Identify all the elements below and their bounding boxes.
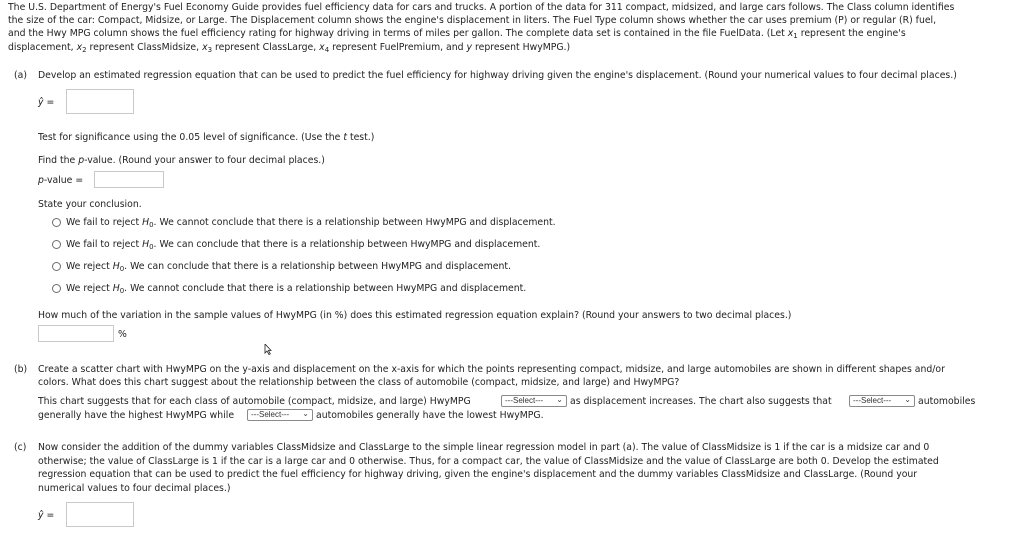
part-b-sentence-3: automobiles	[918, 396, 976, 407]
chevron-down-icon: ⌄	[904, 395, 911, 404]
intro-line-4: displacement, $x_2$ represent ClassMidsize, $x_3$ represent ClassLarge, $x_4$ represent FuelPremium, and y represent HwyMPG.)	[8, 42, 571, 54]
chevron-down-icon: ⌄	[302, 409, 309, 418]
part-b-label: (b)	[14, 364, 28, 375]
conclusion-radio-1[interactable]	[52, 218, 61, 227]
conclusion-label: State your conclusion.	[38, 199, 142, 210]
conclusion-radio-4[interactable]	[52, 284, 61, 293]
conclusion-option-2: We fail to reject $H_0$. We can conclude that there is a relationship between HwyMPG and displacement.	[66, 239, 541, 251]
part-b-sentence-5: automobiles generally have the lowest HwyMPG.	[316, 410, 544, 421]
intro-line-3: and the Hwy MPG column shows the fuel efficiency rating for highway driving in terms of miles per gallon. The complete data set is contained in the file FuelData. (Let $x_1$ represent the engine's	[8, 28, 906, 40]
part-c-label: (c)	[14, 442, 27, 453]
part-b-question-line-2: colors. What does this chart suggest about the relationship between the class of automobile (compact, midsize, and large) and HwyMPG?	[38, 377, 680, 388]
part-b-question-line-1: Create a scatter chart with HwyMPG on the y-axis and displacement on the x-axis for which the points representing compact, midsize, and large automobiles are shown in different shapes and/or	[38, 364, 945, 375]
highest-class-select[interactable]: ---Select--- ⌄	[849, 395, 915, 407]
lowest-class-select[interactable]: ---Select--- ⌄	[247, 409, 313, 421]
part-a-question: Develop an estimated regression equation that can be used to predict the fuel efficiency for highway driving given the engine's displacement. (Round your numerical values to four decimal places.)	[38, 70, 957, 81]
intro-line-1: The U.S. Department of Energy's Fuel Economy Guide provides fuel efficiency data for cars and trucks. A portion of the data for 311 compact, midsized, and large cars follows. The Class column identifies	[8, 2, 955, 13]
part-c-line-2: otherwise; the value of ClassLarge is 1 if the car is a large car and 0 otherwise. Thus, for a compact car, the value of ClassMidsize and the value of ClassLarge are both 0. Develop the estimated	[38, 456, 939, 467]
conclusion-radio-3[interactable]	[52, 262, 61, 271]
part-b-sentence-4: generally have the highest HwyMPG while	[38, 410, 235, 421]
mouse-cursor-icon	[264, 344, 272, 355]
conclusion-radio-2[interactable]	[52, 240, 61, 249]
test-instruction: Test for significance using the 0.05 level of significance. (Use the t test.)	[38, 132, 375, 143]
part-c-equation-input[interactable]	[66, 502, 134, 527]
conclusion-option-1: We fail to reject $H_0$. We cannot conclude that there is a relationship between HwyMPG and displacement.	[66, 217, 556, 229]
part-c-line-4: numerical values to four decimal places.)	[38, 483, 231, 494]
conclusion-option-4: We reject $H_0$. We cannot conclude that there is a relationship between HwyMPG and displacement.	[66, 283, 527, 295]
part-a-yhat-label: ŷ =	[38, 97, 55, 108]
part-c-line-3: regression equation that can be used to predict the fuel efficiency for highway driving, given the engine's displacement and the dummy variables ClassMidsize and ClassLarge. (Round your	[38, 469, 918, 480]
percent-sign: %	[118, 329, 127, 340]
part-c-line-1: Now consider the addition of the dummy variables ClassMidsize and ClassLarge to the simple linear regression model in part (a). The value of ClassMidsize is 1 if the car is a midsize car and 0	[38, 442, 930, 453]
intro-line-2: the size of the car: Compact, Midsize, or Large. The Displacement column shows the engine's displacement in liters. The Fuel Type column shows whether the car uses premium (P) or regular (R) fuel,	[8, 15, 937, 26]
trend-select[interactable]: ---Select--- ⌄	[501, 395, 567, 407]
conclusion-option-3: We reject $H_0$. We can conclude that there is a relationship between HwyMPG and displacement.	[66, 261, 512, 273]
pvalue-label: p-value =	[38, 175, 84, 186]
part-b-sentence-1: This chart suggests that for each class of automobile (compact, midsize, and large) HwyMPG	[38, 396, 471, 407]
part-a-label: (a)	[14, 70, 27, 81]
part-a-equation-input[interactable]	[66, 89, 134, 114]
pvalue-input[interactable]	[94, 171, 164, 188]
part-b-sentence-2: as displacement increases. The chart also suggests that	[570, 396, 832, 407]
part-c-yhat-label: ŷ =	[38, 510, 55, 521]
variation-question: How much of the variation in the sample values of HwyMPG (in %) does this estimated regression equation explain? (Round your answers to two decimal places.)	[38, 310, 792, 321]
chevron-down-icon: ⌄	[556, 395, 563, 404]
pvalue-instruction: Find the p-value. (Round your answer to four decimal places.)	[38, 155, 325, 166]
variation-percent-input[interactable]	[38, 325, 114, 342]
